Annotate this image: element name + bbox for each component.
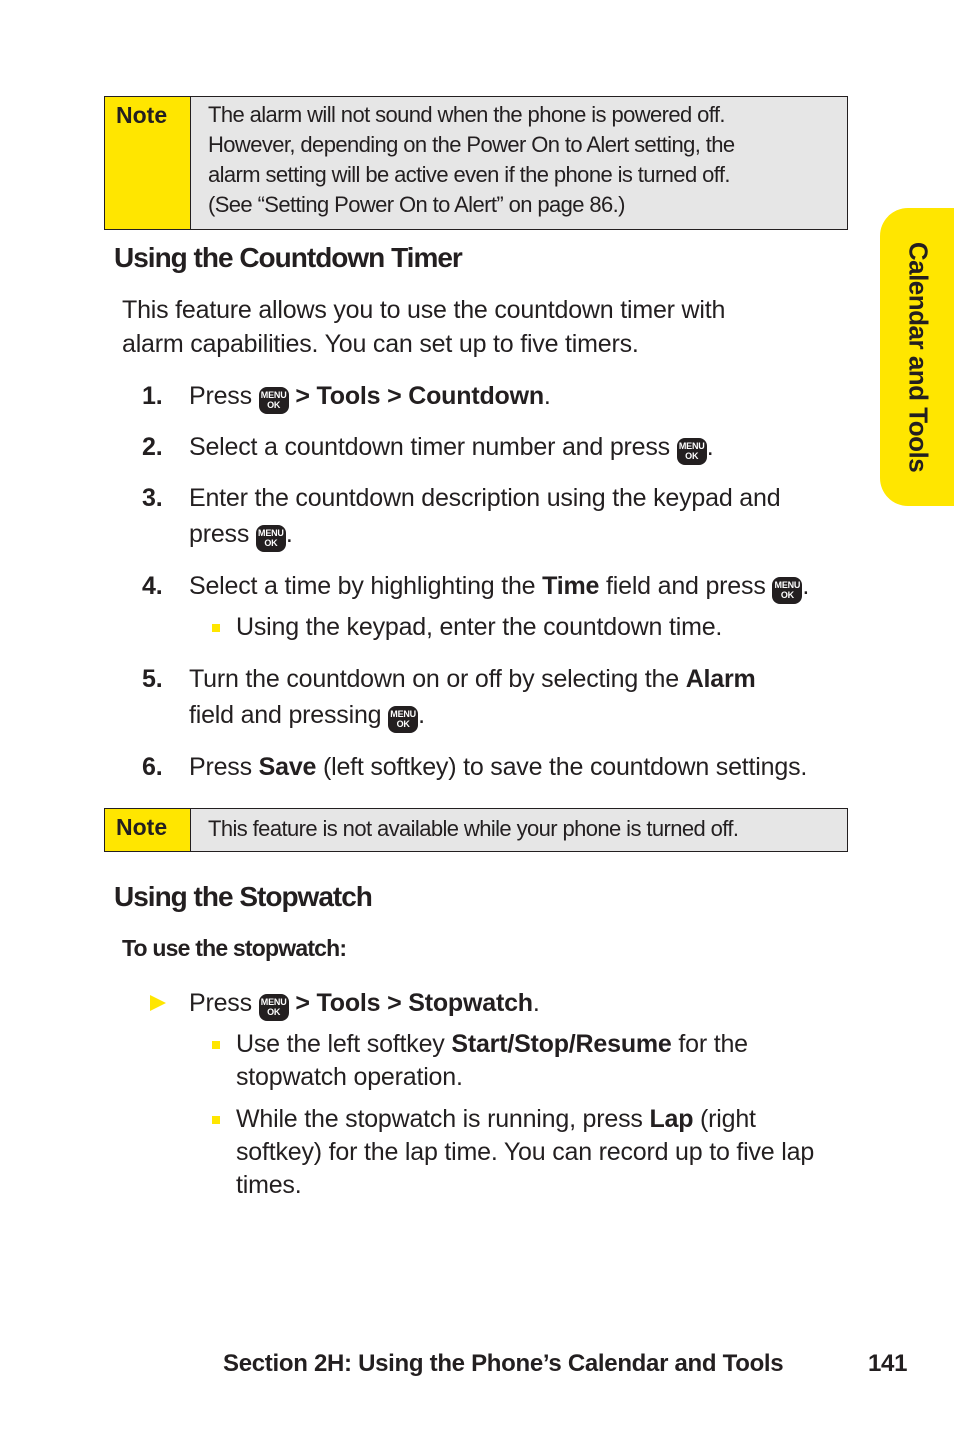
step-5: 5. Turn the countdown on or off by selecting the Alarm field and pressing MENU OK . [142,661,862,733]
note-label: Note [105,809,191,851]
step-4: 4. Select a time by highlighting the Time field and press MENU OK . [142,568,862,604]
note-text: This feature is not available while your phone is turned off. [208,816,739,841]
chapter-side-tab [880,208,954,506]
note-text: The alarm will not sound when the phone is powered off. However, depending on the Power On to Alert setting, the alarm setting will be active even if the phone is turned off. (See “Setting Power On to Alert” on page 86.) [208,102,735,217]
bullet-square-icon [212,1116,220,1124]
chapter-side-tab-label: Calendar and Tools [903,241,934,473]
menu-ok-key-icon: MENU OK [259,387,289,414]
menu-ok-key-icon: MENU OK [388,706,418,733]
section-heading-countdown: Using the Countdown Timer [114,242,462,273]
step-1: 1. Press MENU OK > Tools > Countdown. [142,378,862,414]
menu-ok-key-icon: MENU OK [259,994,289,1021]
menu-ok-key-icon: MENU OK [772,577,802,604]
stopwatch-step: Press MENU OK > Tools > Stopwatch. [142,985,862,1021]
stopwatch-bullet-1: Use the left softkey Start/Stop/Resume for the stopwatch operation. [212,1028,862,1094]
menu-ok-key-icon: MENU OK [677,438,707,465]
footer-page-number: 141 [868,1350,908,1377]
step-4-bullet: Using the keypad, enter the countdown time. [212,611,862,644]
stopwatch-subheading: To use the stopwatch: [122,935,347,961]
step-2: 2. Select a countdown timer number and press MENU OK . [142,429,862,465]
menu-ok-key-icon: MENU OK [256,525,286,552]
note-box-power-off [104,96,848,230]
footer-section-title: Section 2H: Using the Phone’s Calendar and Tools [223,1350,784,1377]
stopwatch-bullet-2: While the stopwatch is running, press Lap (right softkey) for the lap time. You can record up to five lap times. [212,1103,862,1202]
bullet-square-icon [212,624,220,632]
bullet-square-icon [212,1041,220,1049]
countdown-intro: This feature allows you to use the countdown timer with alarm capabilities. You can set up to five timers. [122,296,726,358]
note-label: Note [105,97,191,229]
step-3: 3. Enter the countdown description using the keypad and press MENU OK . [142,480,862,552]
step-6: 6. Press Save (left softkey) to save the countdown settings. [142,753,808,781]
section-heading-stopwatch: Using the Stopwatch [114,881,372,912]
note-box-unavailable [104,808,848,852]
